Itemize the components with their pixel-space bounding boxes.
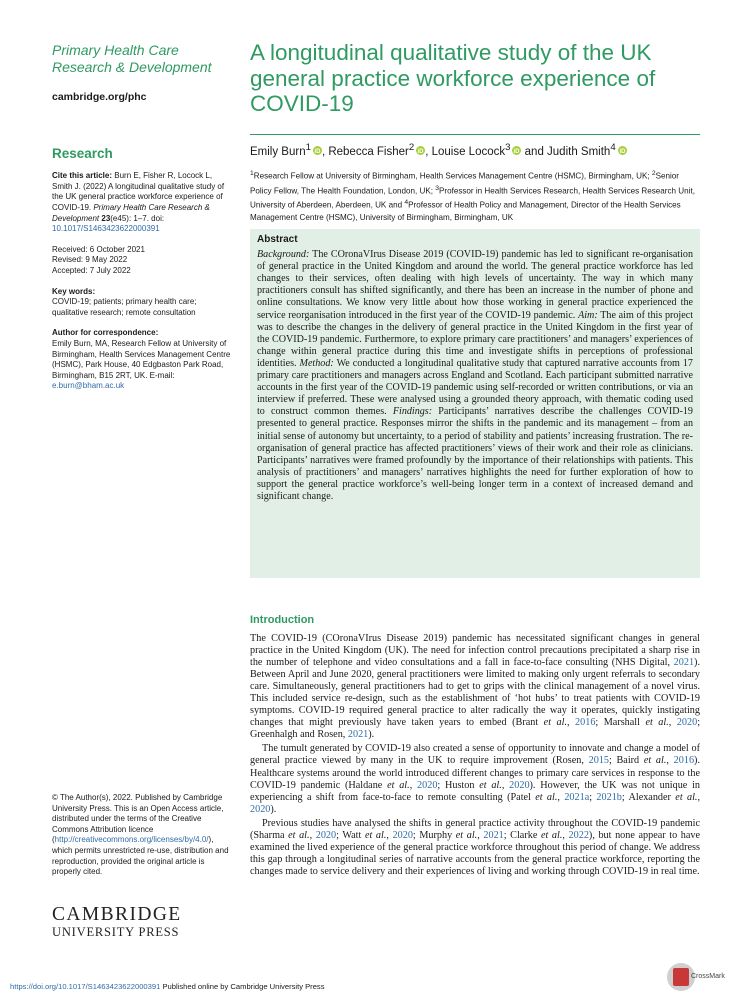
citation-journal: Primary Health Care Research & Development	[52, 202, 210, 223]
reference-link[interactable]: 2016	[673, 755, 695, 767]
text-run: ,	[386, 829, 393, 841]
svg-text:iD: iD	[619, 148, 626, 155]
reference-link[interactable]: 2020	[417, 779, 438, 791]
text-run: ; Clarke	[503, 829, 541, 841]
author-name: and Judith Smith	[521, 145, 611, 158]
footer-doi-link[interactable]: https://doi.org/10.1017/S1463423622000391	[10, 982, 161, 991]
text-run: ; Murphy	[412, 829, 456, 841]
author-affil-sup: 3	[505, 142, 511, 153]
abstract-method: We conducted a longitudinal qualitative study that captured narrative accounts from 17 primary care practitioners and managers across England and Scotland. Each participant submitted narrative accounts in the first year of the COVID-19 pandemic using self-recorded or written contributions, or via an interview if preferred. These were analysed using a grounded theory approach, with thematic coding used to construct common themes.	[257, 357, 693, 418]
affil-text: Professor of Health Policy and Management, Director of the Health Services Management Centre (HSMC), University of Birmingham, Birmingham, UK	[250, 201, 681, 223]
footer-text: Published online by Cambridge University Press	[160, 982, 325, 991]
text-run: ; Huston	[437, 779, 480, 791]
orcid-icon[interactable]	[618, 146, 627, 155]
license-text-pre: © The Author(s), 2022. Published by Cambridge University Press. This is an Open Access article, distributed under the terms of the Creative Commons Attribution licence (	[52, 793, 224, 845]
abstract-background-label: Background:	[257, 249, 310, 261]
correspondence-email-link[interactable]: e.burn@bham.ac.uk	[52, 381, 125, 391]
author-name: Emily Burn	[250, 145, 306, 158]
author-name: , Louise Locock	[425, 145, 506, 158]
reference-link[interactable]: 2020	[315, 829, 337, 841]
sidebar	[52, 42, 232, 392]
author-name: , Rebecca Fisher	[321, 145, 409, 158]
et-al: et al.	[479, 779, 502, 791]
abstract-background: The COronaVIrus Disease 2019 (COVID-19) pandemic has led to significant re-organisation of general practice in the United Kingdom and around the world. The general practice workforce has led changes to their services, often dealing with high levels of uncertainty. The way in which many practitioners consult has shifted significantly, and there has been an increase in the number of phone and online consultations. We know very little about how those working in general practice experienced the service reorganisation introduced in the first year of the COVID-19 pandemic.	[257, 249, 693, 321]
text-run: ; Watt	[336, 829, 365, 841]
paragraph	[250, 633, 700, 741]
et-al: et al.	[675, 791, 698, 803]
article-type: Research	[52, 145, 113, 161]
affil-sup: 2	[651, 170, 656, 177]
text-run: ). However, the UK was not unique in experiencing a shift from face-to-face to remote consulting (Patel	[250, 779, 701, 803]
text-run: ).	[270, 803, 277, 815]
abstract-findings: Participants’ narratives describe the challenges COVID-19 presented to general practice. Responses mirror the shifts in the pandemic and its management – from an initial sense of autonomy but uncertainty, to a period of stability and patients’ increasing frustration. The re-organisation of general practice has affected practitioners’ views of their work and their role as clinicians. Participants’ narratives were framed profoundly by the importance of their relationships with patients. This analysis of practitioners’ and managers’ narratives highlights the need for further exploration of how to support the general practice workforce’s well-being longer term in a context of increased demand and significant change.	[257, 406, 693, 502]
journal-name-line1: Primary Health Care	[52, 42, 179, 58]
reference-link[interactable]: 2021	[673, 657, 695, 669]
text-run: The COVID-19 (COronaVIrus Disease 2019) pandemic has necessitated significant changes in general practice in the United Kingdom (UK). The need for infection control precautions precipitated a sharp rise in the number of telephone and video consultations and a fall in face-to-face consulting (NHS Digital,	[250, 633, 700, 669]
abstract-text	[257, 249, 693, 503]
correspondence-label: Author for correspondence:	[52, 328, 159, 338]
dates-block	[52, 245, 232, 277]
reference-link[interactable]: 2022	[568, 829, 589, 841]
affil-sup: 1	[250, 170, 254, 177]
license-text-post: ), which permits unrestricted re-use, distribution and reproduction, provided the original article is properly cited.	[52, 835, 229, 877]
text-run: ,	[666, 755, 674, 767]
affil-sup: 4	[404, 199, 409, 207]
et-al: et al.	[645, 717, 669, 729]
paragraph	[250, 743, 700, 815]
publisher-logo[interactable]	[52, 904, 232, 940]
correspondence-address: Emily Burn, MA, Research Fellow at University of Birmingham, Health Services Management Centre (HSMC), Park House, 40 Edgbaston Park Road, Birmingham, B15 2RT, UK. E-mail:	[52, 338, 231, 380]
text-run: ; Marshall	[595, 717, 646, 729]
et-al: et al.	[543, 717, 567, 729]
text-run: ). Healthcare systems around the world introduced different changes to primary care services in response to the COVID-19 pandemic (Haldane	[250, 755, 700, 791]
reference-link[interactable]: 2021a	[564, 791, 590, 803]
journal-site-link[interactable]: cambridge.org/phc	[52, 91, 147, 103]
text-run: ; Baird	[608, 755, 644, 767]
citation-block	[52, 171, 232, 235]
reference-link[interactable]: 2020	[250, 803, 271, 815]
text-run: ), but none appear to have examined the lived experience of the general practice workforce throughout this period of change. We address this gap through a longitudinal series of narrative accounts from the general practice workforce, reporting the changes made to service delivery and their experiences of living and working through COVID-19 in real time.	[250, 829, 701, 877]
author-list	[250, 140, 710, 160]
svg-text:iD: iD	[314, 148, 321, 155]
text-run: ,	[567, 717, 576, 729]
affil-text: Research Fellow at University of Birmingham, Health Services Management Centre (HSMC), Birmingham, UK;	[253, 171, 652, 181]
date-accepted: Accepted: 7 July 2022	[52, 265, 131, 275]
introduction-heading: Introduction	[250, 614, 315, 626]
date-revised: Revised: 9 May 2022	[52, 255, 128, 265]
affil-sup: 3	[435, 184, 439, 192]
citation-volume: 23	[99, 213, 111, 223]
author-affil-sup: 4	[610, 142, 616, 153]
date-received: Received: 6 October 2021	[52, 244, 145, 254]
citation-pages: (e45): 1–7. doi:	[110, 213, 165, 223]
reference-link[interactable]: 2020	[676, 717, 698, 729]
affiliations	[250, 168, 700, 224]
text-run: ,	[409, 779, 418, 791]
citation-label: Cite this article:	[52, 171, 113, 181]
journal-name[interactable]	[52, 42, 232, 76]
license-block	[52, 793, 232, 878]
title-divider	[250, 134, 700, 135]
et-al: et al.	[455, 829, 478, 841]
journal-name-line2: Research & Development	[52, 59, 212, 75]
et-al: et al.	[387, 779, 410, 791]
citation-doi-link[interactable]: 10.1017/S1463423622000391	[52, 224, 160, 234]
text-run: The tumult generated by COVID-19 also created a sense of opportunity to innovate and change a model of general practice viewed by many in the UK to require improvement (Rosen,	[250, 743, 700, 767]
reference-link[interactable]: 2020	[392, 829, 413, 841]
reference-link[interactable]: 2021	[483, 829, 504, 841]
text-run: ,	[557, 791, 565, 803]
reference-link[interactable]: 2020	[509, 779, 530, 791]
citation-text: Burn E, Fisher R, Locock L, Smith J. (2022) A longitudinal qualitative study of the UK general practice workforce experience of COVID-19.	[52, 171, 225, 212]
abstract-box	[250, 229, 700, 578]
page-footer	[10, 982, 325, 991]
text-run: ).	[368, 729, 375, 741]
publisher-logo-line2: UNIVERSITY PRESS	[52, 925, 180, 939]
text-run: ;	[589, 791, 597, 803]
text-run: ,	[668, 717, 677, 729]
keywords-block	[52, 287, 232, 319]
crossmark-badge[interactable]	[664, 963, 724, 993]
text-run: ,	[309, 829, 316, 841]
abstract-heading: Abstract	[257, 234, 298, 245]
et-al: et al.	[540, 829, 563, 841]
author-affil-sup: 2	[408, 142, 415, 153]
paragraph	[250, 818, 700, 878]
text-run: ,	[562, 829, 569, 841]
correspondence-block	[52, 328, 232, 392]
affil-text: Senior Policy Fellow, The Health Foundation, London, UK;	[250, 171, 680, 196]
license-link[interactable]: http://creativecommons.org/licenses/by/4.0/	[54, 835, 209, 845]
text-run: ). Between April and June 2020, general practitioners were limited to making only urgent referrals to secondary care. Simultaneously, general practitioners had to get to grips with the clinical management of a novel virus. This included service re-design, such as the establishment of ‘hot hubs’ to treat patients with COVID-19 symptoms. COVID-19 required general practice to alter radically the way it operates, quickly instigating changes that might previously have taken years to embed (Brant	[250, 657, 700, 729]
et-al: et al.	[364, 829, 387, 841]
keywords-label: Key words:	[52, 286, 96, 296]
abstract-aim: The aim of this project was to describe the changes in the delivery of general practice in the United Kingdom in the first year of the COVID-19 pandemic. Furthermore, to explore primary care practitioners’ and managers’ experiences of change within general practice during this time and investigate shifts in perceptions of professional identities.	[257, 309, 693, 369]
text-run: ; Greenhalgh and Rosen,	[250, 717, 701, 741]
article-body	[250, 633, 700, 880]
abstract-method-label: Method:	[299, 357, 334, 369]
et-al: et al.	[643, 755, 667, 767]
reference-link[interactable]: 2021	[347, 729, 369, 741]
orcid-icon[interactable]	[313, 146, 322, 155]
svg-text:iD: iD	[417, 148, 424, 155]
orcid-icon[interactable]	[416, 146, 425, 155]
svg-text:iD: iD	[513, 148, 520, 155]
text-run: Previous studies have analysed the shifts in general practice activity throughout the COVID-19 pandemic (Sharma	[250, 817, 700, 841]
publisher-logo-line1: CAMBRIDGE	[52, 904, 182, 925]
reference-link[interactable]: 2021b	[596, 791, 622, 803]
keywords-text: COVID-19; patients; primary health care; qualitative research; remote consultation	[52, 297, 197, 317]
text-run: ,	[501, 779, 510, 791]
abstract-findings-label: Findings:	[392, 406, 433, 418]
author-affil-sup: 1	[305, 142, 311, 153]
et-al: et al.	[288, 829, 310, 841]
text-run: ,	[477, 829, 484, 841]
et-al: et al.	[535, 791, 558, 803]
correspondence-text	[52, 339, 232, 392]
reference-link[interactable]: 2015	[588, 755, 609, 767]
text-run: ,	[697, 791, 701, 803]
reference-link[interactable]: 2016	[575, 717, 596, 729]
text-run: ; Alexander	[621, 791, 676, 803]
abstract-aim-label: Aim:	[578, 309, 598, 321]
affil-text: Professor in Health Services Research, Health Services Research Unit, University of Aberdeen, Aberdeen, UK and	[250, 186, 695, 211]
crossmark-label: CrossMark	[691, 973, 725, 980]
article-title: A longitudinal qualitative study of the UK general practice workforce experience of COVID-19	[250, 40, 656, 116]
